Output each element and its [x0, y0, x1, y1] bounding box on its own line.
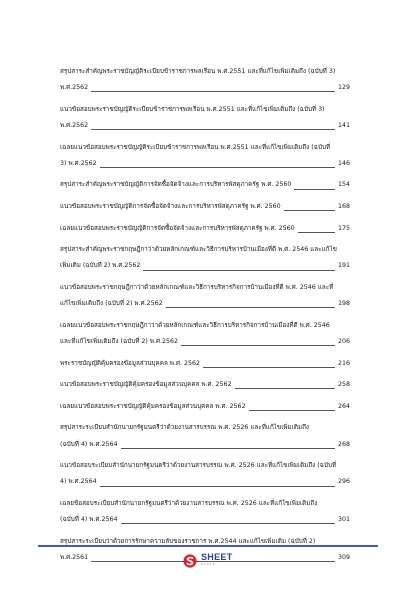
- toc-entry-title-line: (ฉบับที่ 4) พ.ศ.2564: [60, 516, 118, 524]
- toc-entry[interactable]: [60, 458, 350, 490]
- toc-entry[interactable]: [60, 377, 350, 393]
- toc-leader-line: [298, 231, 335, 233]
- toc-entry[interactable]: [60, 221, 350, 237]
- toc-entry[interactable]: [60, 399, 350, 415]
- toc-entry-title-line: แนวข้อสอบพระราชบัญญัติระเบียบข้าราชการพลเรือน พ.ศ.2551 และที่แก้ไขเพิ่มเติมถึง (ฉบับที่ 3): [60, 105, 325, 113]
- toc-entry-title-line: แนวข้อสอบระเบียบสำนักนายกรัฐมนตรีว่าด้วยงานสารบรรณ พ.ศ. 2526 และที่แก้ไขเพิ่มเติมถึง (ฉบับที่: [60, 462, 337, 470]
- toc-leader-line: [121, 522, 335, 524]
- toc-entry-title-line: แก้ไขเพิ่มเติมถึง (ฉบับที่ 2) พ.ศ.2562: [60, 300, 163, 308]
- toc-leader-line: [143, 269, 335, 271]
- toc-entry[interactable]: [60, 356, 350, 372]
- toc-leader-line: [166, 306, 335, 308]
- toc-entry[interactable]: [60, 64, 350, 96]
- toc-entry-title-line: และที่แก้ไขเพิ่มเติมถึง (ฉบับที่ 2) พ.ศ.2562: [60, 337, 179, 345]
- toc-entry[interactable]: [60, 199, 350, 215]
- logo-wordmark: SHEET: [201, 552, 233, 562]
- toc-entry-title-line: แนวข้อสอบพระราชบัญญัติการจัดซื้อจัดจ้างและการบริหารพัสดุภาครัฐ พ.ศ. 2560: [60, 202, 281, 210]
- toc-page-number: 198: [337, 300, 350, 308]
- toc-entry-title-line: เพิ่มเติม (ฉบับที่ 2) พ.ศ.2562: [60, 262, 141, 270]
- toc-entry-title-line: สรุปสาระระเบียบว่าด้วยการรักษาความลับของราชการ พ.ศ.2544 และแก้ไขเพิ่มเติม (ฉบับที่ 2): [60, 537, 316, 545]
- toc-leader-line: [249, 409, 335, 411]
- toc-entry-title-line: เฉลยแนวข้อสอบพระราชบัญญัติคุ้มครองข้อมูลส่วนบุคคล พ.ศ. 2562: [60, 402, 246, 410]
- toc-entry[interactable]: [60, 318, 350, 350]
- toc-leader-line: [294, 188, 335, 190]
- toc-entry-title-line: สรุปสาระสำคัญพระราชบัญญัติระเบียบข้าราชการพลเรือน พ.ศ.2551 และที่แก้ไขเพิ่มเติมถึง (ฉบับที่ 3): [60, 68, 336, 75]
- toc-entry-title-line: 4) พ.ศ.2564: [60, 478, 97, 486]
- toc-entry-title-line: พ.ศ.2562: [60, 122, 89, 129]
- toc-entry[interactable]: [60, 140, 350, 172]
- toc-entry-title-line: พ.ศ.2561: [60, 553, 89, 561]
- toc-page-number: 296: [337, 478, 350, 486]
- toc-page-number: 258: [337, 381, 350, 389]
- toc-page-number: 268: [337, 440, 350, 448]
- toc-page-number: 129: [337, 84, 350, 92]
- toc-entry-title-line: สรุปสาระสำคัญพระราชบัญญัติการจัดซื้อจัดจ้างและการบริหารพัสดุภาครัฐ พ.ศ. 2560: [60, 181, 292, 189]
- toc-leader-line: [91, 90, 335, 92]
- toc-leader-line: [100, 485, 335, 487]
- toc-page-number: 216: [337, 359, 350, 367]
- toc-leader-line: [235, 387, 335, 389]
- toc-leader-line: [121, 447, 335, 449]
- toc-page-number: 154: [337, 181, 350, 189]
- toc-leader-line: [284, 209, 335, 211]
- toc-leader-line: [100, 166, 335, 168]
- toc-page-number: 191: [337, 262, 350, 270]
- toc-entry[interactable]: [60, 496, 350, 528]
- toc-entry-title-line: แนวข้อสอบพระราชบัญญัติคุ้มครองข้อมูลส่วนบุคคล พ.ศ. 2562: [60, 381, 232, 389]
- toc-entry[interactable]: [60, 242, 350, 274]
- toc-leader-line: [203, 366, 335, 368]
- toc-entry-title-line: เฉลยแนวข้อสอบพระราชบัญญัติการจัดซื้อจัดจ้างและการบริหารพัสดุภาครัฐ พ.ศ. 2560: [60, 224, 295, 232]
- logo-tagline: store: [201, 562, 217, 566]
- toc-leader-line: [91, 128, 335, 130]
- toc-entry-title-line: 3) พ.ศ.2562: [60, 159, 97, 167]
- toc-page-number: 146: [337, 159, 350, 167]
- toc-page-number: 206: [337, 337, 350, 345]
- toc-entry-title-line: แนวข้อสอบพระราชกฤษฎีกาว่าด้วยหลักเกณฑ์และวิธีการบริหารกิจการบ้านเมืองที่ดี พ.ศ. 2546 และที่: [60, 283, 334, 291]
- toc-entry[interactable]: [60, 102, 350, 134]
- table-of-contents: [60, 64, 350, 572]
- sheet-store-logo: [183, 553, 233, 567]
- toc-page-number: 175: [337, 224, 350, 232]
- toc-entry-title-line: สรุปสาระระเบียบสำนักนายกรัฐมนตรีว่าด้วยงานสารบรรณ พ.ศ. 2526 และที่แก้ไขเพิ่มเติมถึง: [60, 424, 309, 432]
- toc-entry-title-line: เฉลยแนวข้อสอบพระราชกฤษฎีกาว่าด้วยหลักเกณฑ์และวิธีการบริหารกิจการบ้านเมืองที่ดี พ.ศ. 2546: [60, 321, 330, 329]
- toc-page-number: 141: [337, 122, 350, 129]
- toc-entry-title-line: พ.ศ.2562: [60, 84, 89, 92]
- toc-page-number: 168: [337, 202, 350, 210]
- toc-entry-title-line: เฉลยข้อสอบระเบียบสำนักนายกรัฐมนตรีว่าด้วยงานสารบรรณ พ.ศ. 2526 และที่แก้ไขเพิ่มเติมถึง: [60, 499, 318, 507]
- toc-leader-line: [181, 344, 335, 346]
- toc-entry[interactable]: [60, 420, 350, 452]
- toc-page-number: 309: [337, 553, 350, 561]
- toc-entry[interactable]: [60, 177, 350, 193]
- toc-entry-title-line: สรุปสาระสำคัญพระราชกฤษฎีกาว่าด้วยหลักเกณฑ์และวิธีการบริหารบ้านเมืองที่ดี พ.ศ. 2546 และแก้ไข: [60, 246, 337, 254]
- footer-divider: [38, 545, 378, 547]
- toc-page-number: 264: [337, 402, 350, 410]
- toc-entry-title-line: (ฉบับที่ 4) พ.ศ.2564: [60, 440, 118, 448]
- toc-entry-title-line: เฉลยแนวข้อสอบพระราชบัญญัติระเบียบข้าราชการพลเรือน พ.ศ.2551 และที่แก้ไขเพิ่มเติมถึง (ฉบับที่: [60, 143, 331, 151]
- toc-page-number: 301: [337, 516, 350, 524]
- toc-entry[interactable]: [60, 280, 350, 312]
- sheet-store-logo-icon: [183, 553, 197, 567]
- toc-entry-title-line: พระราชบัญญัติคุ้มครองข้อมูลส่วนบุคคล พ.ศ. 2562: [60, 359, 200, 367]
